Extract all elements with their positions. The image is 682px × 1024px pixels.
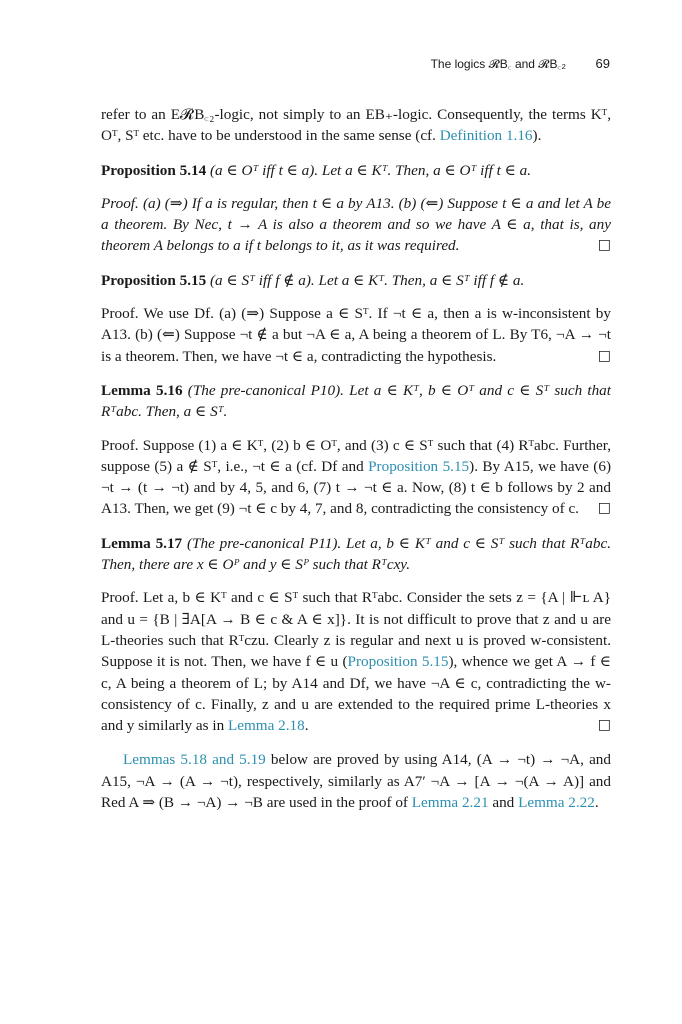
lemma-2-22-link[interactable]: Lemma 2.22 [518, 794, 595, 812]
proposition-5-15-label: Proposition 5.15 [101, 271, 207, 289]
lemma-5-17-label: Lemma 5.17 [101, 534, 183, 552]
proof-5-14: Proof. (a) (⇒) If a is regular, then t ∈ a by A13. (b) (⇐) Suppose t ∈ a and let A be a theorem. By Nec, t → A is also a theorem and so we have A ∈ a, that is, any theorem A belongs to a if t belongs to it, as it was required. □ [101, 194, 611, 255]
proof-5-15: Proof. We use Df. (a) (⇒) Suppose a ∈ Sᵀ. If ¬t ∈ a, then a is w-inconsistent by A13. (b) (⇐) Suppose ¬t ∉ a but ¬A ∈ a, A being a theorem of L. By T6, ¬A → ¬t is a theorem. Then, we have ¬t ∈ a, contradicting the hypothesis. □ [101, 305, 611, 365]
lemma-2-18-link[interactable]: Lemma 2.18 [227, 717, 305, 735]
proposition-5-15 [101, 270, 611, 291]
lemma-5-16 [101, 380, 611, 423]
qed-icon: □ [597, 717, 611, 734]
lemmas-5-18-5-19-link[interactable]: Lemmas 5.18 and 5.19 [123, 751, 266, 769]
proposition-5-15-link[interactable]: Proposition 5.15 [347, 653, 449, 671]
page-number: 69 [595, 56, 610, 71]
proposition-5-14-statement: (a ∈ Oᵀ iff t ∈ a). Let a ∈ Kᵀ. Then, a ∈ Oᵀ iff t ∈ a. [210, 161, 532, 179]
proposition-5-15-link[interactable]: Proposition 5.15 [368, 457, 470, 475]
lemma-5-17 [101, 533, 611, 576]
page-body [101, 104, 611, 813]
proposition-5-14-label: Proposition 5.14 [101, 161, 207, 179]
proof-5-16: Proof. Suppose (1) a ∈ Kᵀ, (2) b ∈ Oᵀ, and (3) c ∈ Sᵀ such that (4) Rᵀabc. Further, suppose (5) a ∉ Sᵀ, i.e., ¬t ∈ a (cf. Df and Proposition 5.15). By A15, we have (6) ¬t → (t → ¬t) and by 4, 5, and 6, (7) t → ¬t ∈ a. Now, (8) t ∈ b follows by 2 and A13. Then, we get (9) ¬t ∈ c by 4, 7, and 8, contradicting the consistency of c. □ [101, 436, 612, 518]
running-title: The logics 𝓡B꜀ and 𝓡B꜀₂ [430, 57, 566, 71]
qed-icon: □ [597, 347, 611, 364]
lemma-5-16-label: Lemma 5.16 [101, 381, 183, 399]
qed-icon: □ [597, 500, 611, 517]
qed-icon: □ [597, 237, 611, 254]
proposition-5-14 [101, 160, 611, 181]
closing-paragraph: Lemmas 5.18 and 5.19 below are proved by using A14, (A → ¬t) → ¬A, and A15, ¬A → (A → ¬t), respectively, similarly as A7′ ¬A → [A → ¬(A → A)] and Red A ⇒ (B → ¬A) → ¬B are used in the proof of Lemma 2.21 and Lemma 2.22. [101, 751, 611, 812]
intro-paragraph: refer to an E𝓡B꜀₂-logic, not simply to an EB₊-logic. Consequently, the terms Kᵀ, Oᵀ, Sᵀ etc. have to be understood in the same sense (cf. Definition 1.16). [101, 106, 611, 145]
proof-5-17: Proof. Let a, b ∈ Kᵀ and c ∈ Sᵀ such that Rᵀabc. Consider the sets z = {A | ⊩ʟ A} and u = {B | ∃A[A → B ∈ c & A ∈ x]}. It is not difficult to prove that z and u are L-theories such that Rᵀczu. Clearly z is regular and next u is proved w-consistent. Suppose it is not. Then, we have f ∈ u (Proposition 5.15), whence we get A → f ∈ c, A being a theorem of L; by A14 and Df, we have ¬A ∈ c, contradicting the w-consistency of c. Finally, z and u are extended to the required prime L-theories x and y similarly as in Lemma 2.18. □ [101, 589, 611, 735]
proposition-5-15-statement: (a ∈ Sᵀ iff f ∉ a). Let a ∈ Kᵀ. Then, a ∈ Sᵀ iff f ∉ a. [210, 271, 525, 289]
lemma-5-16-statement: (The pre-canonical P10). Let a ∈ Kᵀ, b ∈ Oᵀ and c ∈ Sᵀ such that Rᵀabc. Then, a ∈ Sᵀ. [101, 381, 611, 421]
definition-1-16-link[interactable]: Definition 1.16 [439, 127, 533, 145]
running-header [100, 56, 610, 76]
lemma-5-17-statement: (The pre-canonical P11). Let a, b ∈ Kᵀ and c ∈ Sᵀ such that Rᵀabc. Then, there are x ∈ Oᴾ and y ∈ Sᴾ such that Rᵀcxy. [101, 534, 611, 574]
lemma-2-21-link[interactable]: Lemma 2.21 [411, 794, 489, 812]
